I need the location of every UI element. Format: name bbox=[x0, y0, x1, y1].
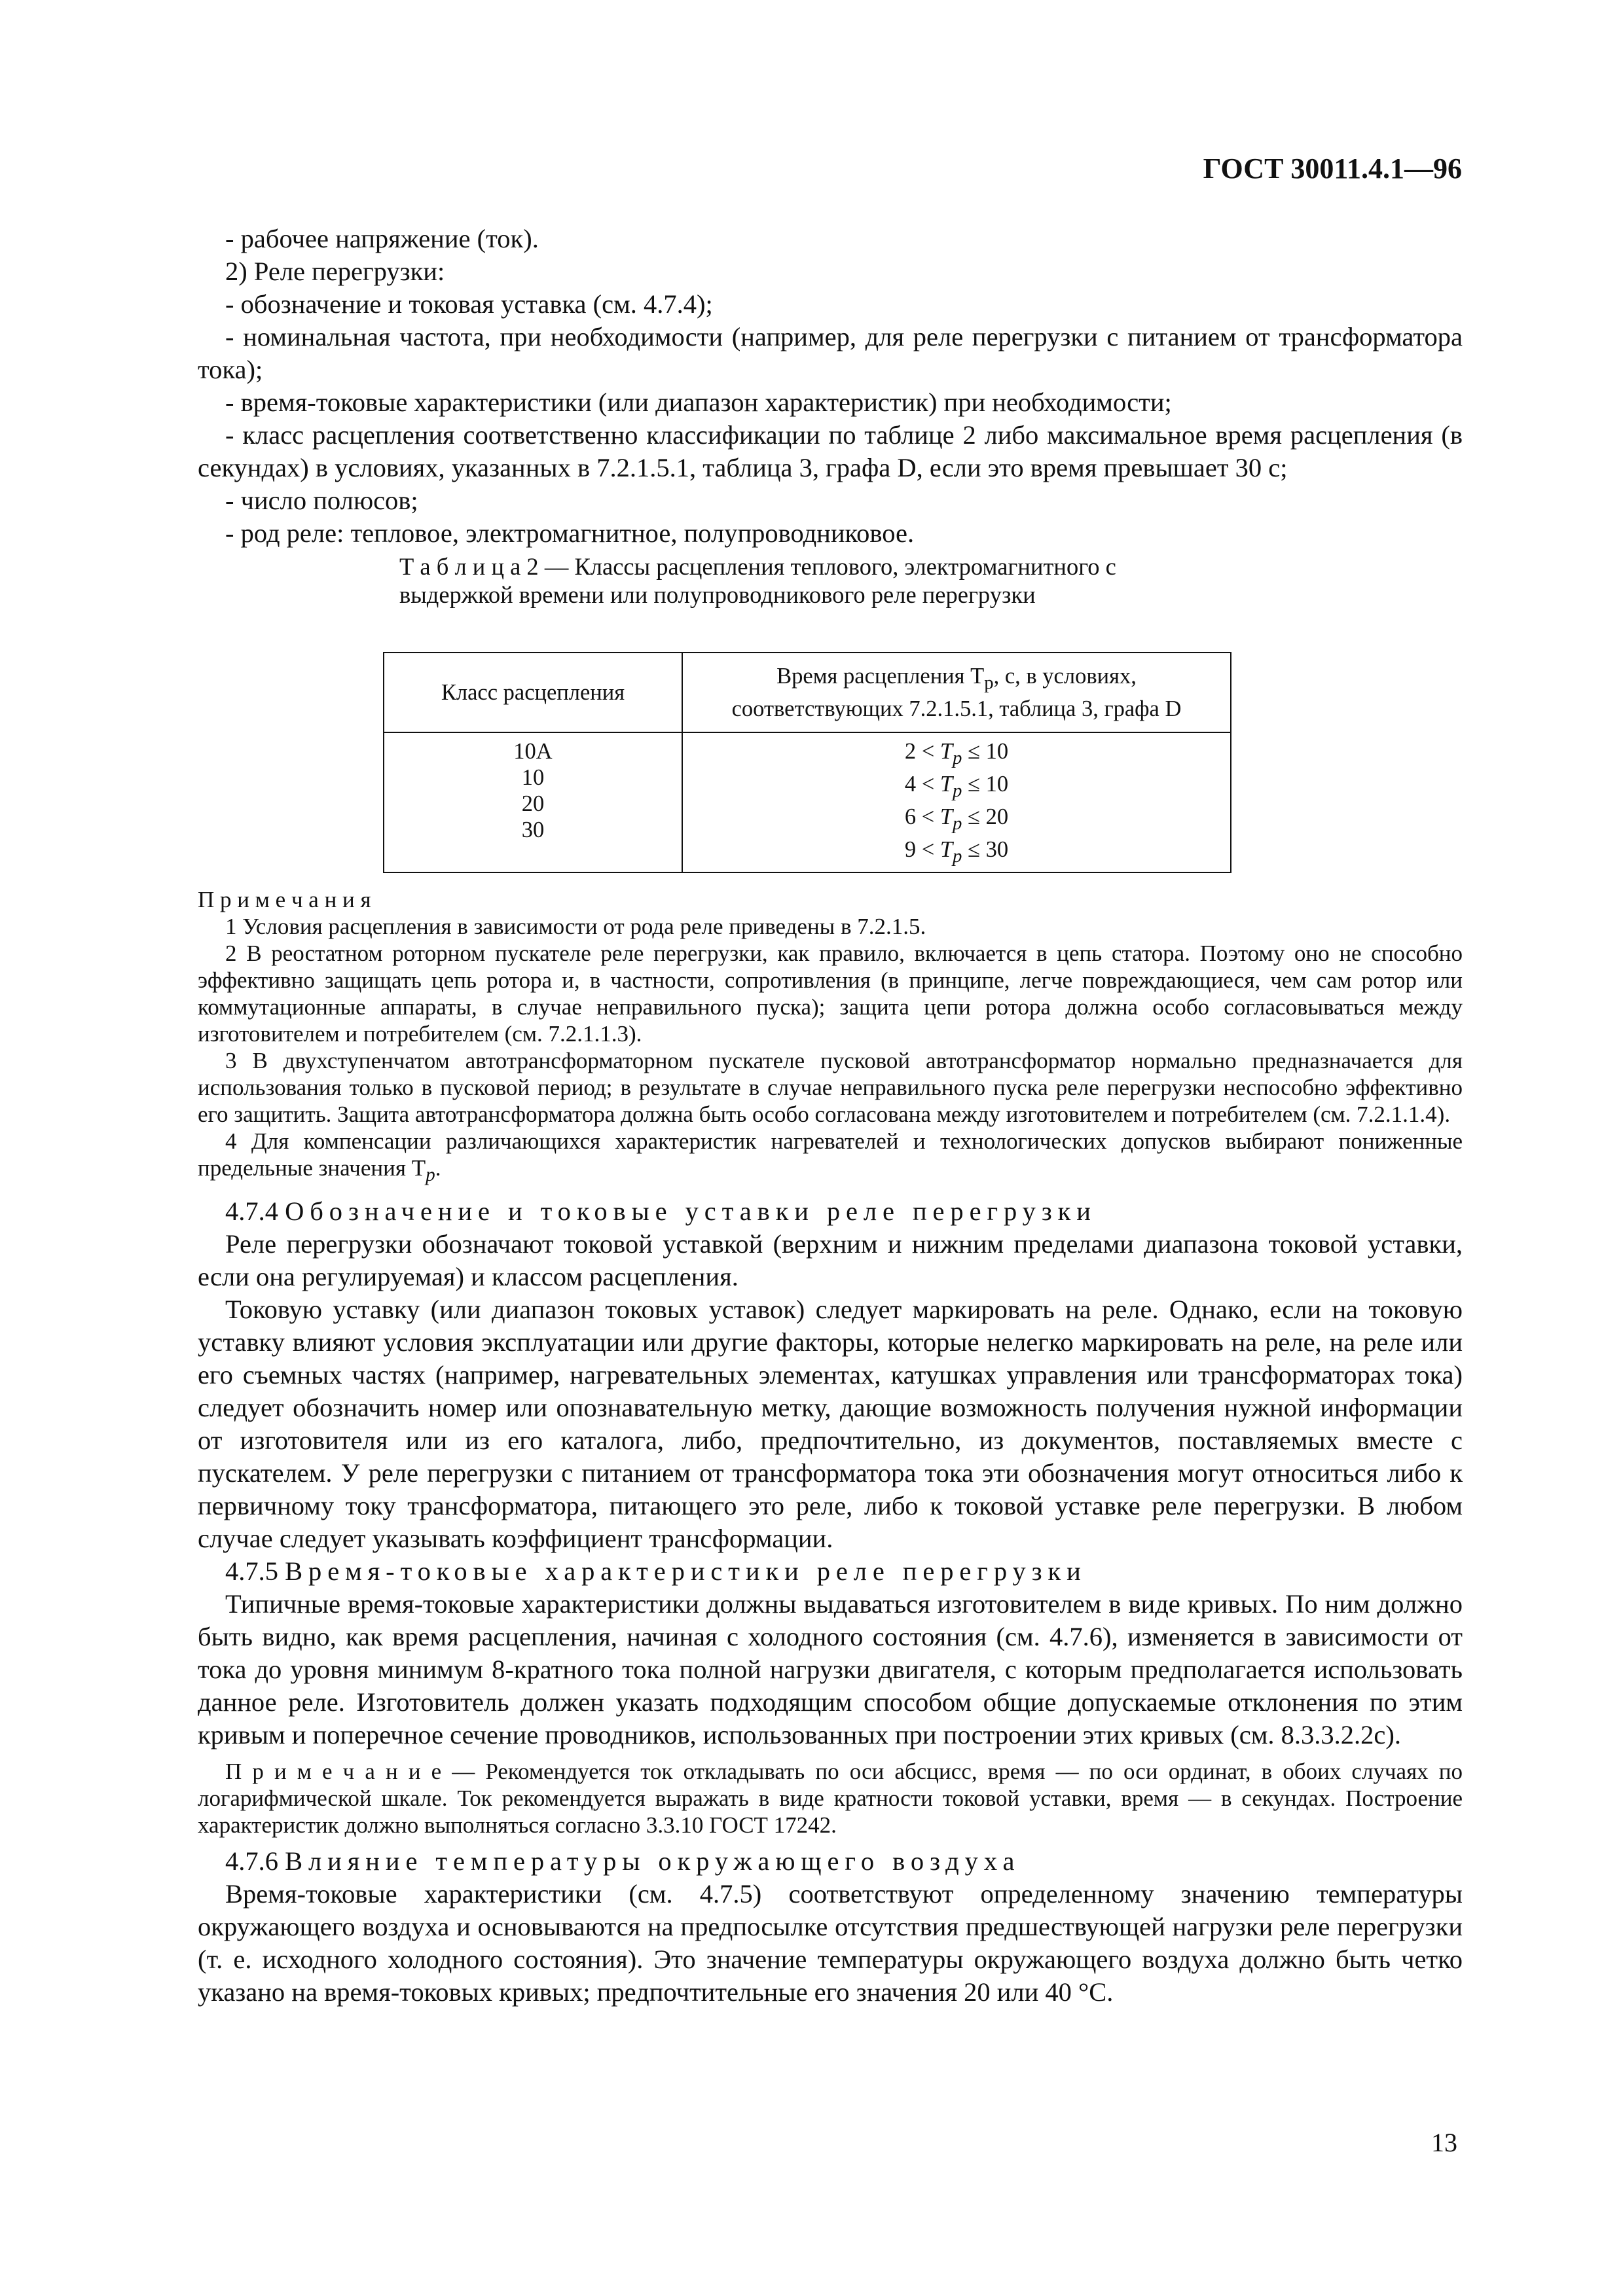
time-range: $4 < T_p \le 10$ bbox=[904, 771, 1009, 801]
time-range: $2 < T_p \le 10$ bbox=[904, 739, 1009, 768]
relay-heading: 2) Реле перегрузки: bbox=[225, 257, 445, 286]
table-caption bbox=[399, 552, 1185, 609]
note-item: 1 Условия расцепления в зависимости от рода реле приведены в 7.2.1.5. bbox=[225, 913, 926, 939]
list-item: - обозначение и токовая уставка (см. 4.7.4); bbox=[225, 289, 713, 319]
trip-class-table bbox=[383, 652, 1231, 873]
col-header-class: Класс расцепления bbox=[384, 653, 682, 732]
class-value: 10A bbox=[513, 739, 553, 764]
table-row bbox=[384, 732, 1231, 872]
note-item: 3 В двухступенчатом автотрансформаторном пускателе пусковой автотрансформатор нормально предназначается для использования только в пусковой период; в результате в случае неправильного пуска реле перегрузки неспособно эффективно его защитить. Защита автотрансформатора должна быть особо согласована между изготовителем и потребителем (см. 7.2.1.1.4). bbox=[198, 1047, 1463, 1127]
class-value: 10 bbox=[521, 765, 545, 790]
time-cell-list bbox=[682, 732, 1231, 872]
list-item: - число полюсов; bbox=[225, 486, 418, 515]
paragraph: Токовую уставку (или диапазон токовых уставок) следует маркировать на реле. Однако, если на токовую уставку влияют условия эксплуатации или другие факторы, которые нелегко маркировать на реле, на реле или его съемных частях (например, нагревательных элементах, катушках управления или трансформаторах тока) следует обозначить номер или опознавательную метку, дающие возможность получения нужной информации от изготовителя или из его каталога, либо, предпочтительно, из документов, поставляемых вместе с пускателем. У реле перегрузки с питанием от трансформатора тока эти обозначения могут относиться либо к первичному току трансформатора, питающего это реле, либо к токовой уставке реле перегрузки. В любом случае следует указывать коэффициент трансформации. bbox=[198, 1294, 1463, 1553]
page-number: 13 bbox=[1431, 2128, 1457, 2157]
list-item: - класс расцепления соответственно классификации по таблице 2 либо максимальное время расцепления (в секундах) в условиях, указанных в 7.2.1.5.1, таблица 3, графа D, если это время превышает 30 с; bbox=[198, 420, 1463, 482]
note-item: 4 Для компенсации различающихся характеристик нагревателей и технологических допусков выбирают пониженные предельные значения $T_p$. bbox=[198, 1128, 1463, 1185]
list-item: - номинальная частота, при необходимости (например, для реле перегрузки с питанием от трансформатора тока); bbox=[198, 322, 1463, 384]
table-header-row bbox=[384, 653, 1231, 732]
class-value: 20 bbox=[521, 791, 545, 816]
document-code-header: ГОСТ 30011.4.1—96 bbox=[1203, 152, 1462, 185]
notes-heading: П р и м е ч а н и я bbox=[198, 886, 371, 912]
note-item: 2 В реостатном роторном пускателе реле перегрузки, как правило, включается в цепь статора. Поэтому оно не способно эффективно защищать цепь ротора и, в частности, сопротивления (в принципе, легче повреждающиеся, чем сам ротор или коммутационные аппараты, в случае неправильного пуска); защита цепи ротора должна особо согласовываться между изготовителем и потребителем (см. 7.2.1.1.3). bbox=[198, 940, 1463, 1047]
section-heading-4-7-5: 4.7.5 Время-токовые характеристики реле перегрузки bbox=[225, 1556, 1087, 1586]
time-range: $6 < T_p \le 20$ bbox=[904, 804, 1009, 834]
section-heading-4-7-6: 4.7.6 Влияние температуры окружающего воздуха bbox=[225, 1846, 1021, 1876]
note-paragraph: П р и м е ч а н и е — Рекомендуется ток откладывать по оси абсцисс, время — по оси ординат, в обоих случаях по логарифмической шкале. Ток рекомендуется выражать в виде кратности токовой уставки, время — в секундах. Построение характеристик должно выполняться согласно 3.3.10 ГОСТ 17242. bbox=[198, 1758, 1463, 1838]
list-item: - время-токовые характеристики (или диапазон характеристик) при необходимости; bbox=[225, 387, 1172, 417]
table-label: Т а б л и ц а 2 bbox=[399, 553, 539, 580]
paragraph: Типичные время-токовые характеристики должны выдаваться изготовителем в виде кривых. По ним должно быть видно, как время расцепления, начиная с холодного состояния (см. 4.7.6), изменяется в зависимости от тока до уровня минимум 8-кратного тока полной нагрузки двигателя, с которым предполагается использовать данное реле. Изготовитель должен указать подходящим способом общие допускаемые отклонения по этим кривым и поперечное сечение проводников, использованных при построении этих кривых (см. 8.3.3.2.2с). bbox=[198, 1588, 1463, 1749]
class-value: 30 bbox=[521, 817, 545, 842]
col-header-time: Время расцепления $T_p$, с, в условиях, соответствующих 7.2.1.5.1, таблица 3, графа D bbox=[682, 653, 1231, 732]
paragraph: Реле перегрузки обозначают токовой уставкой (верхним и нижним пределами диапазона токовой уставки, если она регулируемая) и классом расцепления. bbox=[198, 1229, 1463, 1291]
section-heading-4-7-4: 4.7.4 Обозначение и токовые уставки реле перегрузки bbox=[225, 1196, 1097, 1226]
list-item: - рабочее напряжение (ток). bbox=[225, 224, 539, 253]
class-cell-list bbox=[384, 732, 682, 872]
table-caption-text: — Классы расцепления теплового, электромагнитного с выдержкой времени или полупроводникового реле перегрузки bbox=[399, 553, 1116, 608]
page-body bbox=[198, 223, 1463, 2009]
time-range: $9 < T_p \le 30$ bbox=[904, 836, 1009, 867]
list-item: - род реле: тепловое, электромагнитное, полупроводниковое. bbox=[225, 518, 915, 548]
paragraph: Время-токовые характеристики (см. 4.7.5) соответствуют определенному значению температуры окружающего воздуха и основываются на предпосылке отсутствия предшествующей нагрузки реле перегрузки (т. е. исходного холодного состояния). Это значение температуры окружающего воздуха должно быть четко указано на время-токовых кривых; предпочтительные его значения 20 или 40 °С. bbox=[198, 1878, 1463, 2007]
